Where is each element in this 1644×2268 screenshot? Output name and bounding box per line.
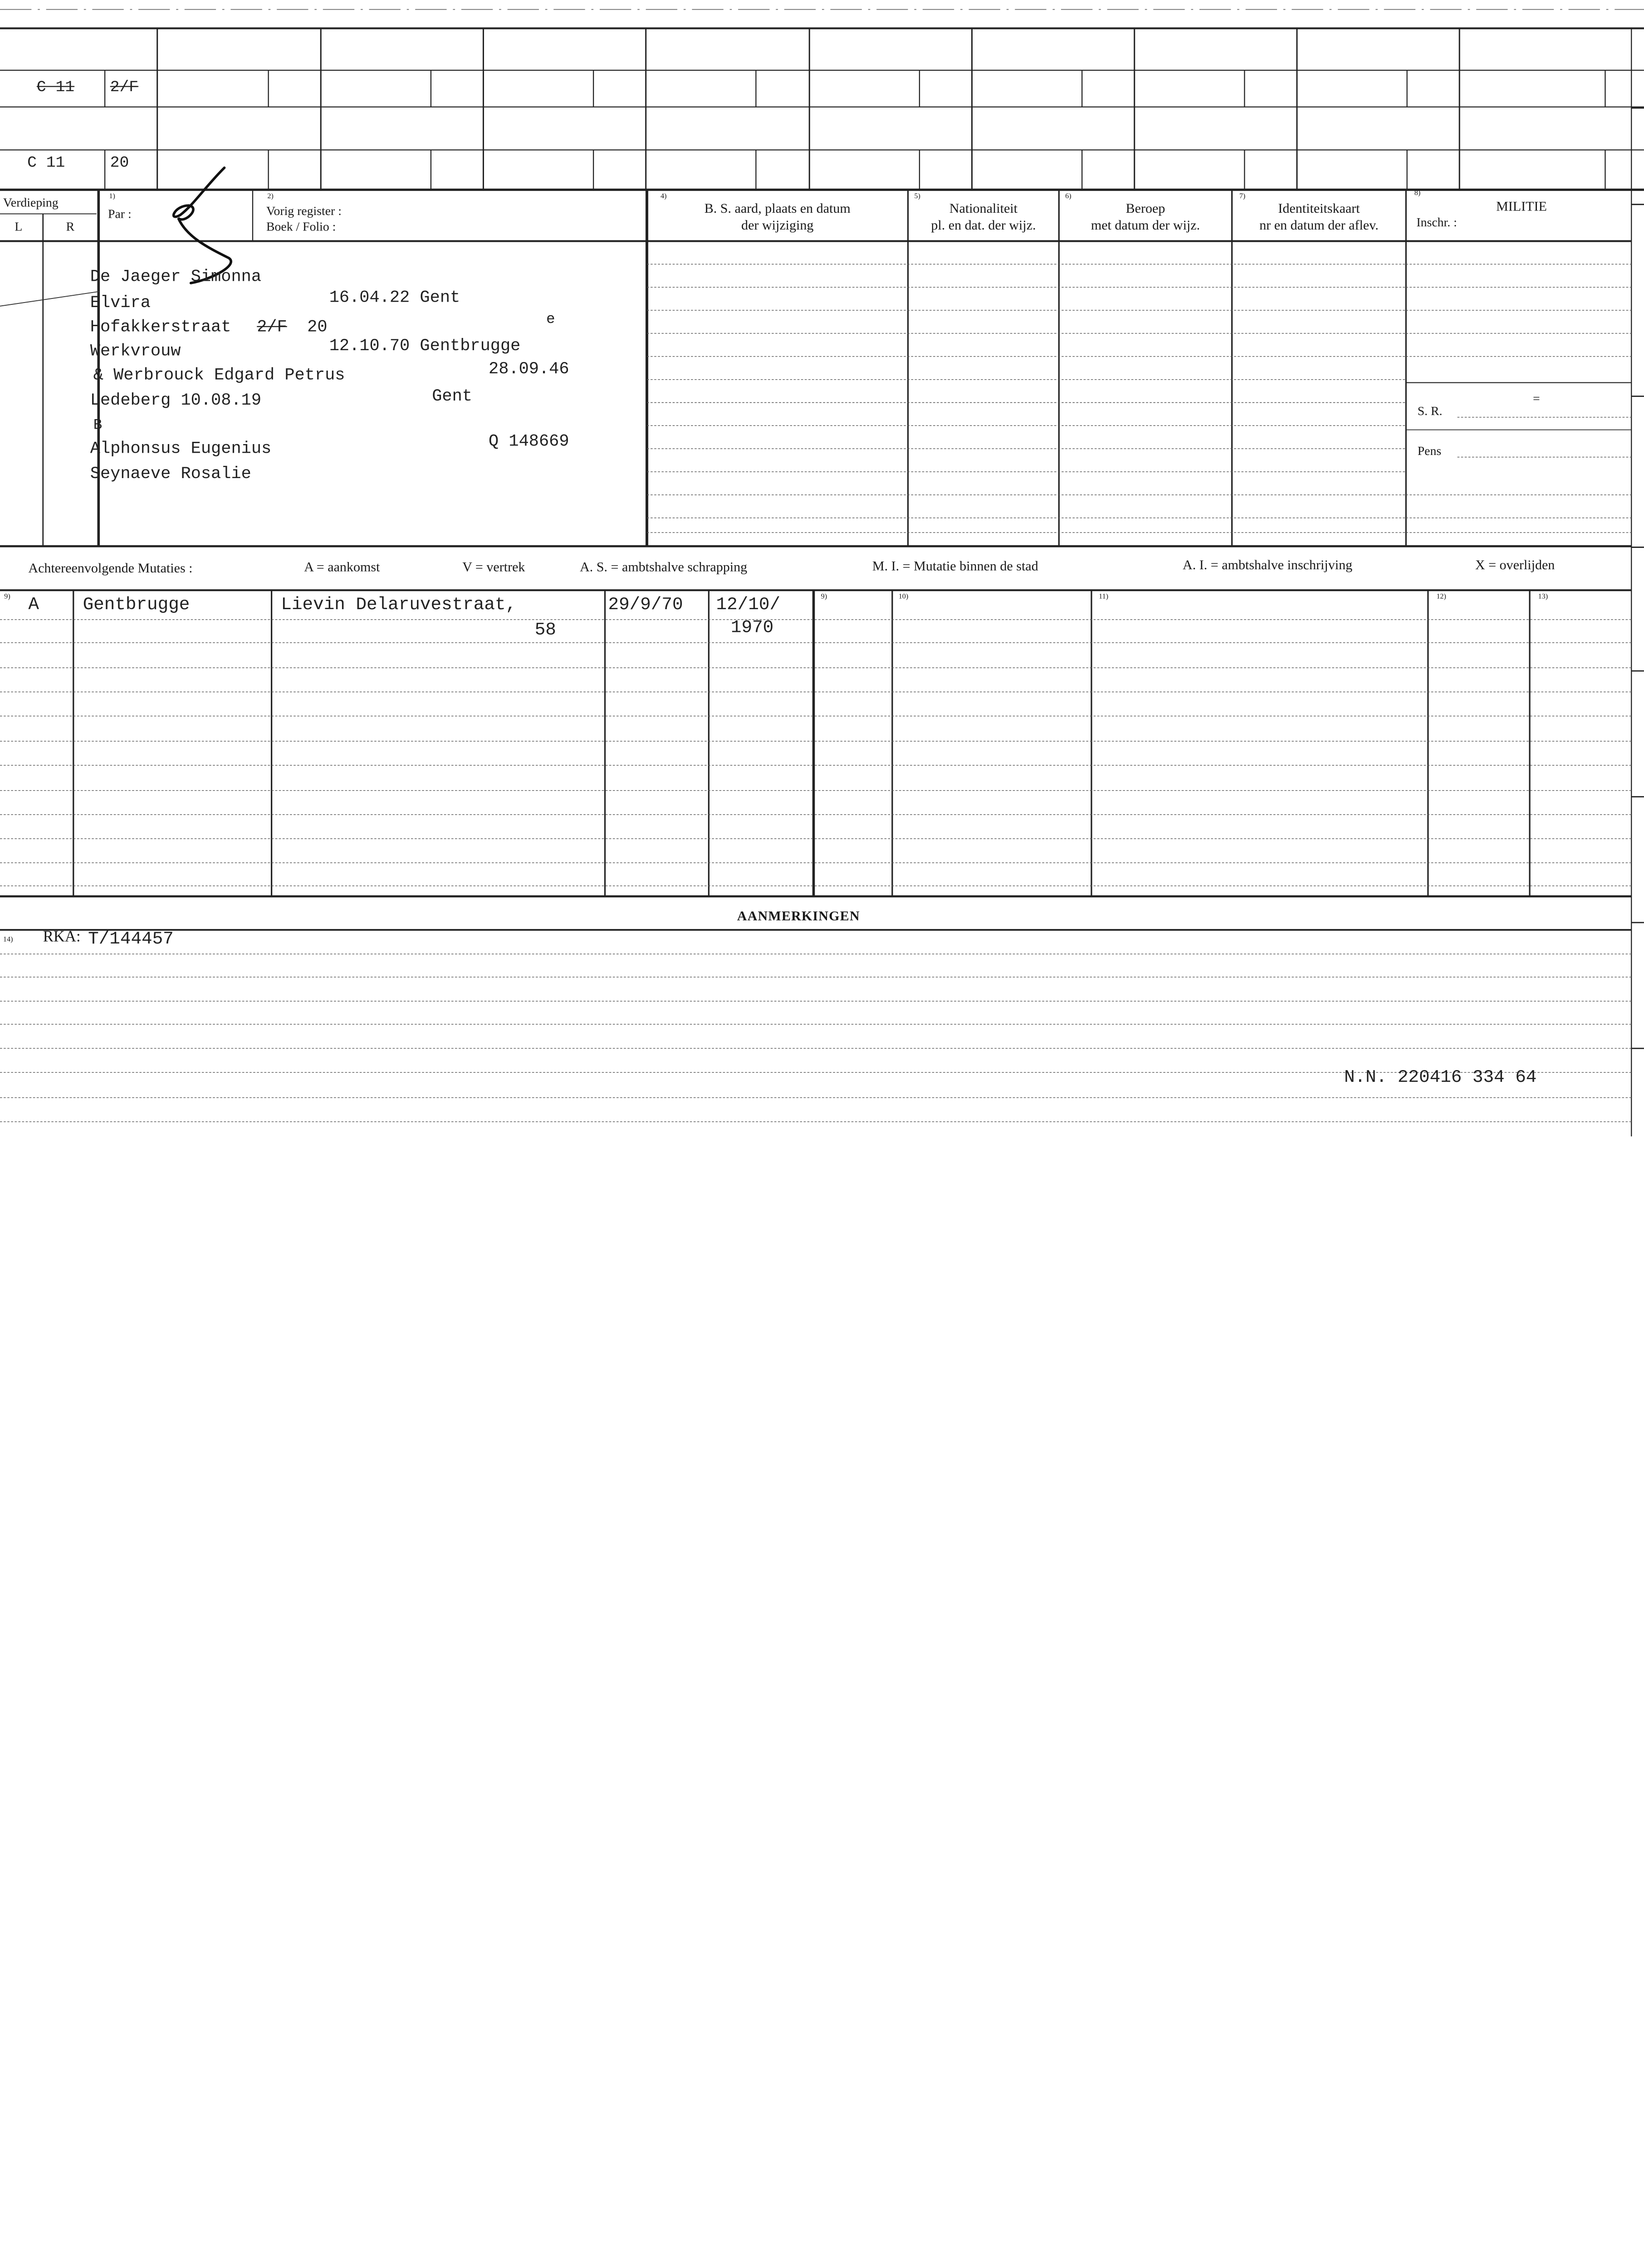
beroep-header-2: met datum der wijz. xyxy=(1091,217,1200,233)
rka-label: RKA: xyxy=(43,929,81,946)
mutation-place: Gentbrugge xyxy=(83,595,190,616)
remarks-title: AANMERKINGEN xyxy=(737,908,860,924)
field-number: 6) xyxy=(1065,191,1072,200)
beroep-header: Beroep xyxy=(1125,200,1165,216)
current-code: C 11 xyxy=(27,154,65,172)
person-mother: Seynaeve Rosalie xyxy=(90,464,251,484)
field-number: 2) xyxy=(267,191,274,200)
field-number: 9) xyxy=(821,592,827,601)
person-old-number: 2/F xyxy=(257,318,287,337)
nationaliteit-header: Nationaliteit xyxy=(949,200,1018,216)
person-spouse: & Werbrouck Edgard Petrus xyxy=(93,366,345,385)
rka-value: T/144457 xyxy=(88,930,174,950)
field-number: 5) xyxy=(914,191,920,200)
mutation-street: Lievin Delaruvestraat, xyxy=(281,595,517,616)
mutation-reg-year: 1970 xyxy=(730,618,774,639)
col-r-label: R xyxy=(66,219,75,234)
person-spouse-birth: Ledeberg 10.08.19 xyxy=(90,391,262,410)
old-code-suffix: 2/F xyxy=(110,78,139,97)
person-new-number: 20 xyxy=(307,318,328,337)
field-number: 14) xyxy=(3,935,13,944)
field-number: 11) xyxy=(1099,592,1109,601)
person-spouse-date: 28.09.46 xyxy=(489,359,569,379)
field-number: 13) xyxy=(1538,592,1548,601)
inschr-label: Inschr. : xyxy=(1416,215,1457,230)
field-number: 8) xyxy=(1414,189,1421,197)
field-number: 10) xyxy=(898,592,909,601)
person-occupation: Werkvrouw xyxy=(90,342,181,361)
person-birth: 16.04.22 Gent xyxy=(329,288,460,308)
mutation-date: 29/9/70 xyxy=(608,595,683,616)
verdieping-label: Verdieping xyxy=(3,195,59,210)
field-number: 1) xyxy=(109,191,115,200)
pens-label: Pens xyxy=(1417,443,1442,458)
boek-folio-label: Boek / Folio : xyxy=(266,219,336,234)
sr-label: S. R. xyxy=(1417,403,1443,419)
person-occupation-date: 12.10.70 Gentbrugge xyxy=(329,336,521,356)
handwritten-scribble xyxy=(174,168,231,283)
mutation-type: A xyxy=(28,595,39,616)
current-code-suffix: 20 xyxy=(110,154,129,172)
person-father: Alphonsus Eugenius xyxy=(90,439,272,458)
mutation-reg-date: 12/10/ xyxy=(716,595,781,616)
mutation-street-number: 58 xyxy=(534,621,556,641)
person-id-number: Q 148669 xyxy=(489,432,569,451)
person-marriage-place: Gent xyxy=(432,386,472,406)
legend-v: V = vertrek xyxy=(462,558,525,575)
vorig-register-label: Vorig register : xyxy=(266,203,342,218)
legend-mi: M. I. = Mutatie binnen de stad xyxy=(872,557,1038,574)
national-number: N.N. 220416 334 64 xyxy=(1344,1068,1537,1089)
field-number: 12) xyxy=(1436,592,1446,601)
person-surname: De Jaeger Simonna xyxy=(90,267,262,286)
legend-a: A = aankomst xyxy=(304,558,380,575)
nationaliteit-header-2: pl. en dat. der wijz. xyxy=(931,217,1036,233)
person-street: Hofakkerstraat xyxy=(90,318,231,337)
bs-header: B. S. aard, plaats en datum xyxy=(704,200,851,216)
legend-ai: A. I. = ambtshalve inschrijving xyxy=(1183,557,1353,572)
mark-e: e xyxy=(546,311,555,328)
sr-value: = xyxy=(1532,391,1540,406)
legend-title: Achtereenvolgende Mutaties : xyxy=(28,560,193,576)
legend-as: A. S. = ambtshalve schrapping xyxy=(580,558,748,575)
identiteitskaart-header: Identiteitskaart xyxy=(1278,200,1360,216)
person-letter-b: B xyxy=(93,417,103,434)
field-number: 4) xyxy=(661,191,667,200)
field-number: 9) xyxy=(4,592,10,601)
legend-x: X = overlijden xyxy=(1475,557,1555,572)
field-number: 7) xyxy=(1239,191,1246,200)
militie-header: MILITIE xyxy=(1496,198,1547,214)
identiteitskaart-header-2: nr en datum der aflev. xyxy=(1259,217,1379,233)
old-code: C 11 xyxy=(36,78,75,97)
bs-header-2: der wijziging xyxy=(741,217,814,233)
person-given-name: Elvira xyxy=(90,293,151,313)
col-l-label: L xyxy=(15,219,23,234)
par-label: Par : xyxy=(108,206,132,221)
